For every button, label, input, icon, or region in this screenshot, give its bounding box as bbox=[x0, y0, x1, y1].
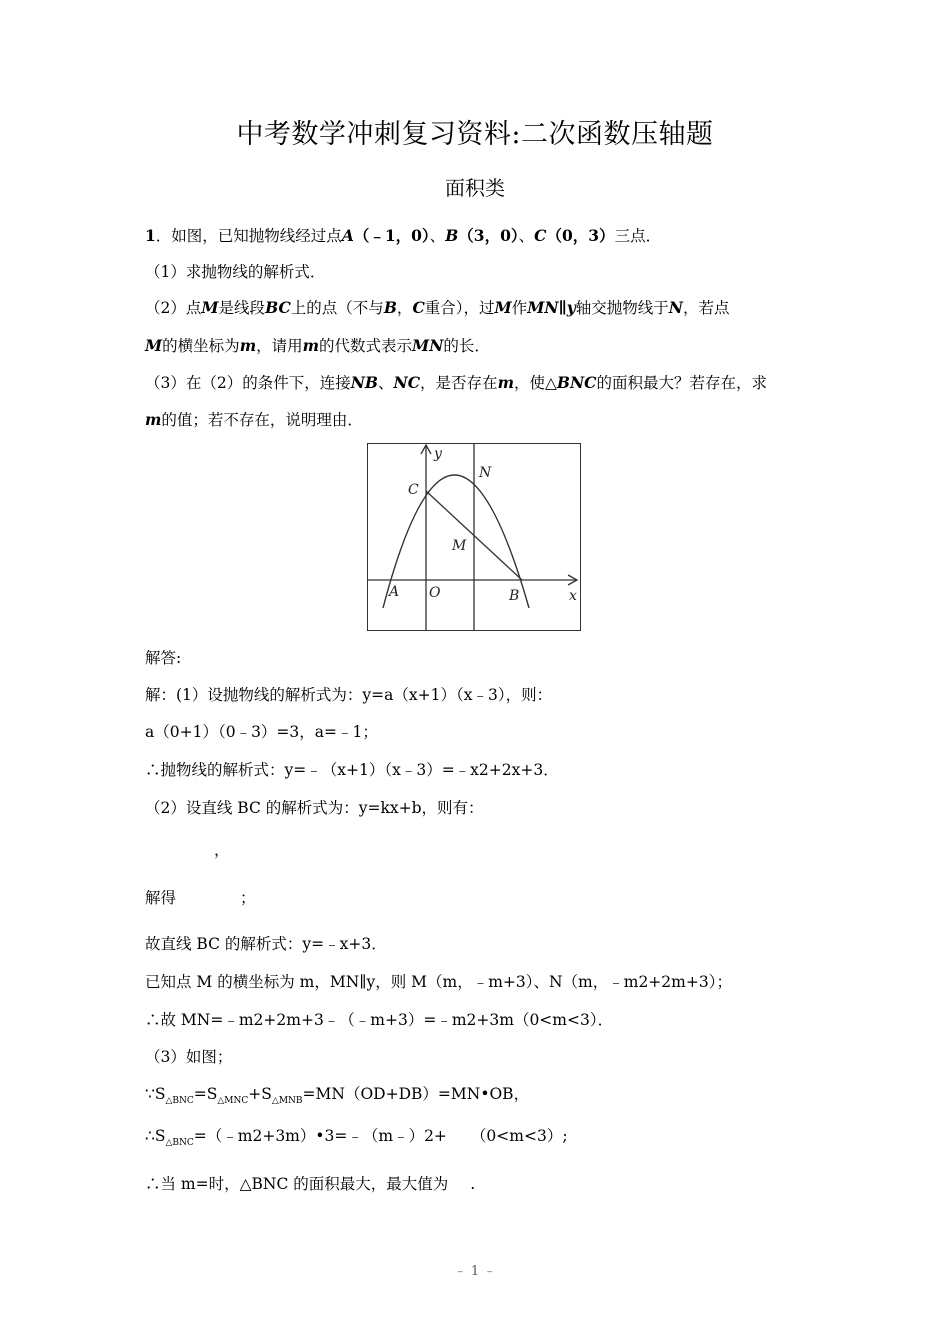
section-subtitle: 面积类 bbox=[445, 176, 505, 200]
math: BNC bbox=[556, 373, 597, 392]
math: M bbox=[494, 298, 512, 317]
text: ∴当 m=时，△BNC 的面积最大，最大值为 bbox=[145, 1175, 449, 1193]
page-title: 中考数学冲刺复习资料:二次函数压轴题 bbox=[236, 119, 714, 150]
math: B bbox=[383, 298, 397, 317]
label-m: M bbox=[452, 538, 467, 554]
text: （0<m<3）; bbox=[470, 1127, 568, 1145]
text: ∵S bbox=[145, 1085, 166, 1103]
subscript: △BNC bbox=[165, 1096, 194, 1106]
text: +S bbox=[248, 1085, 272, 1103]
math: NC bbox=[393, 373, 421, 392]
problem-line-1 bbox=[145, 226, 661, 246]
text: 、 bbox=[518, 227, 535, 245]
text: ．如图，已知抛物线经过点 bbox=[155, 227, 342, 245]
solution-line-6 bbox=[145, 888, 256, 908]
text: ， bbox=[396, 299, 413, 317]
text: （2）点 bbox=[145, 299, 202, 317]
math: N bbox=[668, 298, 683, 317]
solution-line-11 bbox=[145, 1084, 529, 1111]
text: 的值；若不存在，说明理由． bbox=[161, 411, 363, 429]
math: MN∥y bbox=[527, 298, 576, 317]
question-2-line-2 bbox=[145, 336, 490, 356]
question-3-line-1 bbox=[145, 373, 767, 393]
subscript: △MNB bbox=[271, 1096, 303, 1106]
label-o: O bbox=[429, 585, 441, 601]
text: 的面积最大？若存在，求 bbox=[596, 374, 768, 392]
coord-b: （3，0） bbox=[458, 226, 519, 245]
question-3-line-2 bbox=[145, 410, 363, 430]
text: ，使△ bbox=[513, 374, 557, 392]
text: ； bbox=[240, 889, 256, 907]
label-n: N bbox=[479, 465, 492, 481]
solution-line-4: （2）设直线 BC 的解析式为：y=kx+b，则有： bbox=[145, 799, 484, 817]
parabola-figure bbox=[367, 443, 581, 631]
label-x: x bbox=[569, 588, 577, 604]
question-2-line-1 bbox=[145, 298, 729, 318]
point-b: B bbox=[445, 226, 459, 245]
text: 上的点（不与 bbox=[290, 299, 384, 317]
math: NB bbox=[350, 373, 379, 392]
text: 是线段 bbox=[218, 299, 266, 317]
text: 解得 bbox=[145, 889, 177, 907]
text: 、 bbox=[378, 374, 394, 392]
question-1: （1）求抛物线的解析式． bbox=[145, 263, 326, 281]
problem-number: 1 bbox=[145, 226, 156, 245]
text: （3）在（2）的条件下，连接 bbox=[145, 374, 351, 392]
solution-line-2: a（0+1）（0﹣3）=3，a=﹣1； bbox=[145, 723, 378, 741]
text: ∴S bbox=[145, 1127, 166, 1145]
solution-line-9: ∴故 MN=﹣m2+2m+3﹣（﹣m+3）=﹣m2+3m（0<m<3）． bbox=[145, 1011, 614, 1029]
math: MN bbox=[412, 336, 444, 355]
point-a: A bbox=[341, 226, 354, 245]
text: ，若点 bbox=[682, 299, 730, 317]
parabola-diagram bbox=[368, 444, 580, 630]
solution-line-1: 解：(1）设抛物线的解析式为：y=a（x+1）（x﹣3），则： bbox=[145, 686, 553, 704]
math: m bbox=[239, 336, 257, 355]
text: =MN（OD+DB）=MN•OB， bbox=[302, 1085, 530, 1103]
label-y: y bbox=[434, 446, 442, 462]
text: 重合），过 bbox=[424, 299, 495, 317]
coord-a: （﹣1，0） bbox=[353, 226, 430, 245]
solution-line-12 bbox=[145, 1126, 568, 1153]
math: M bbox=[145, 336, 163, 355]
text: =S bbox=[193, 1085, 218, 1103]
math: BC bbox=[265, 298, 291, 317]
math: C bbox=[412, 298, 425, 317]
label-a: A bbox=[389, 584, 400, 600]
solution-line-8: 已知点 M 的横坐标为 m，MN∥y，则 M（m，﹣m+3）、N（m，﹣m2+2m+3）； bbox=[145, 973, 732, 991]
coord-c: （0，3） bbox=[546, 226, 615, 245]
text: =（﹣m2+3m）•3=﹣（m﹣）2+ bbox=[193, 1127, 447, 1145]
text: ，请用 bbox=[256, 337, 303, 355]
text: 的横坐标为 bbox=[162, 337, 240, 355]
text: 、 bbox=[429, 227, 446, 245]
text: 三点． bbox=[614, 227, 662, 245]
text: . bbox=[470, 1175, 476, 1193]
point-c: C bbox=[534, 226, 547, 245]
label-c: C bbox=[408, 482, 419, 498]
math: M bbox=[201, 298, 219, 317]
text: 的长． bbox=[443, 337, 490, 355]
text: 的代数式表示 bbox=[319, 337, 413, 355]
subscript: △BNC bbox=[165, 1138, 194, 1148]
subscript: △MNC bbox=[217, 1096, 249, 1106]
solution-line-10: （3）如图； bbox=[145, 1048, 233, 1066]
math: m bbox=[497, 373, 514, 392]
solution-line-5: ， bbox=[214, 841, 230, 859]
text: 作 bbox=[511, 299, 528, 317]
math: m bbox=[302, 336, 320, 355]
page-number: ﹣ 1 ﹣ bbox=[453, 1264, 497, 1279]
text: 轴交抛物线于 bbox=[575, 299, 669, 317]
solution-line-13 bbox=[145, 1174, 475, 1194]
text: ，是否存在 bbox=[420, 374, 498, 392]
solution-line-3: ∴抛物线的解析式：y=﹣（x+1）（x﹣3）=﹣x2+2x+3． bbox=[145, 761, 559, 779]
label-b: B bbox=[509, 588, 520, 604]
solution-heading: 解答: bbox=[145, 649, 182, 667]
math: m bbox=[145, 410, 162, 429]
solution-line-7: 故直线 BC 的解析式：y=﹣x+3． bbox=[145, 935, 387, 953]
